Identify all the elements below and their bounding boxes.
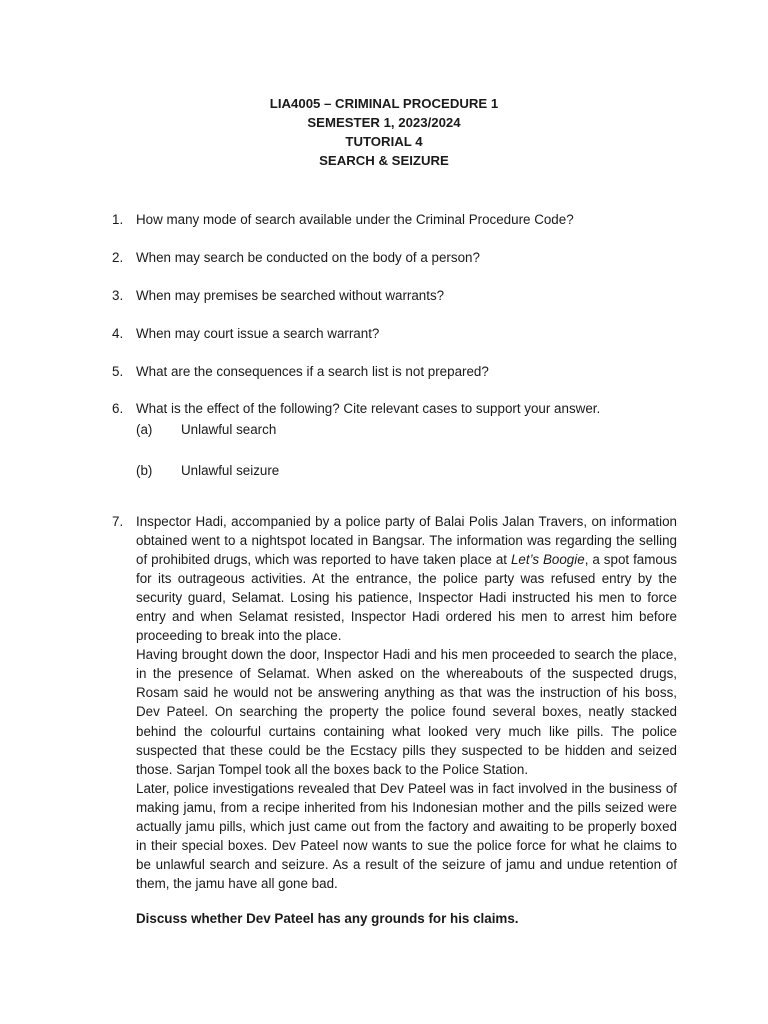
question-number: 3. bbox=[112, 288, 124, 303]
subitem-text: Unlawful search bbox=[181, 422, 277, 437]
scenario-paragraph-1: Inspector Hadi, accompanied by a police party of Balai Polis Jalan Travers, on information obtained went to a nightspot located in Bangsar. The information was regarding the selling of prohibited drugs, which was reported to have taken place at Let’s Boogie, a spot famous for its outrageous activities. At the entrance, the police party was refused entry by the security guard, Selamat. Losing his patience, Inspector Hadi instructed his men to force entry and when Selamat resisted, Inspector Hadi ordered his men to arrest him before proceeding to break into the place. bbox=[136, 514, 677, 644]
question-number: 5. bbox=[112, 364, 124, 379]
document-header bbox=[0, 94, 768, 170]
course-title: LIA4005 – CRIMINAL PROCEDURE 1 bbox=[269, 96, 499, 111]
question-number: 6. bbox=[112, 401, 124, 416]
question-number: 2. bbox=[112, 250, 124, 265]
subitem-label: (b) bbox=[136, 463, 153, 478]
question-text: When may premises be searched without warrants? bbox=[136, 288, 445, 303]
question-number: 1. bbox=[112, 212, 124, 227]
subitem-label: (a) bbox=[136, 422, 153, 437]
tutorial-line: TUTORIAL 4 bbox=[345, 134, 423, 149]
semester-line: SEMESTER 1, 2023/2024 bbox=[307, 115, 461, 130]
scenario-paragraph-3: Later, police investigations revealed that Dev Pateel was in fact involved in the business of making jamu, from a recipe inherited from his Indonesian mother and the pills seized were actually jamu pills, which just came out from the factory and awaiting to be properly boxed in their special boxes. Dev Pateel now wants to sue the police force for what he claims to be unlawful search and seizure. As a result of the seizure of jamu and undue retention of them, the jamu have all gone bad. bbox=[136, 780, 677, 891]
question-text: When may court issue a search warrant? bbox=[136, 326, 380, 341]
subitem-text: Unlawful seizure bbox=[181, 463, 280, 478]
question-text: What are the consequences if a search list is not prepared? bbox=[136, 364, 489, 379]
discussion-prompt: Discuss whether Dev Pateel has any grounds for his claims. bbox=[136, 911, 519, 926]
question-number: 4. bbox=[112, 326, 124, 341]
question-text: When may search be conducted on the body of a person? bbox=[136, 250, 480, 265]
question-7-number: 7. bbox=[112, 514, 124, 529]
topic-line: SEARCH & SEIZURE bbox=[319, 153, 449, 168]
scenario-paragraph-2: Having brought down the door, Inspector Hadi and his men proceeded to search the place, in the presence of Selamat. When asked on the whereabouts of the suspected drugs, Rosam said he would not be answering anything as that was the instruction of his boss, Dev Pateel. On searching the property the police found several boxes, neatly stacked behind the colourful curtains containing what looked very much like pills. The police suspected that these could be the Ecstacy pills they suspected to be hidden and seized those. Sarjan Tompel took all the boxes back to the Police Station. bbox=[136, 647, 677, 777]
question-text: What is the effect of the following? Cite relevant cases to support your answer. bbox=[136, 401, 601, 416]
question-7-scenario bbox=[136, 512, 677, 893]
question-text: How many mode of search available under the Criminal Procedure Code? bbox=[136, 212, 574, 227]
venue-name: Let’s Boogie bbox=[510, 552, 585, 568]
